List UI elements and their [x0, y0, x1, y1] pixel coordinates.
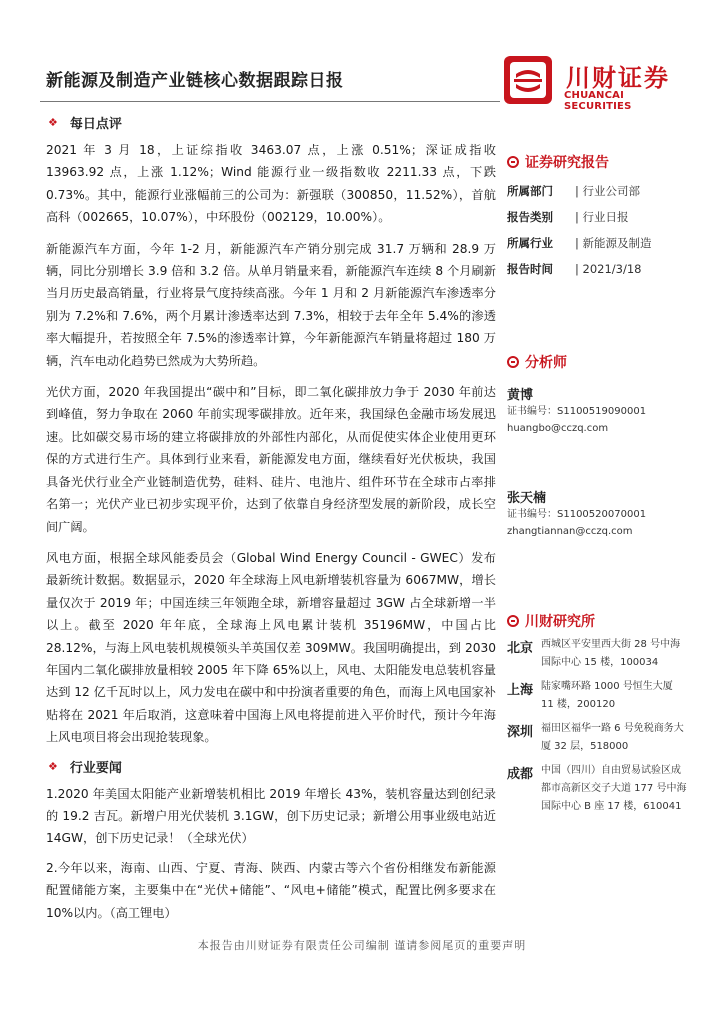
analyst-cert: 证书编号：S1100520070001 [507, 509, 647, 520]
diamond-bullet-icon: ❖ [48, 760, 58, 774]
report-icon [507, 156, 519, 168]
analyst-email[interactable]: huangbo@cczq.com [507, 423, 609, 434]
office-chengdu: 成都 中国（四川）自由贸易试验区成都市高新区交子大道 177 号中海国际中心 B 座 17 楼，610041 [507, 765, 687, 812]
paragraph-pv: 光伏方面，2020 年我国提出“碳中和”目标，即二氧化碳排放力争于 2030 年前达到峰值，努力争取在 2060 年前实现零碳排放。近年来，我国绿色金融市场发展迅速。比如碳交易市场的建立将碳排放的外部性内部化，从而促使实体企业使用更环保的方式进行生产。具体到行业来看，新能源发电方面，继续看好光伏板块，我国具备光伏行业全产业链制造优势，硅料、硅片、电池片、组件环节在全球市占率排名第一；光伏产业已初步实现平价，达到了依靠自身经济型发展的新阶段，成长空间广阔。 [46, 385, 496, 534]
analyst-icon [507, 356, 519, 368]
logo-chinese-name: 川财证券 [566, 64, 670, 92]
paragraph-market: 2021 年 3 月 18，上证综指收 3463.07 点，上涨 0.51%；深证成指收 13963.92 点，上涨 1.12%；Wind 能源行业一级指数收 2211.33 点，下跌 0.73%。其中，能源行业涨幅前三的公司为：新强联（300850，11.52%），首航高科（002665，10.07%），中环股份（002129，10.00%）。 [46, 143, 496, 225]
info-row-industry: 所属行业 | 新能源及制造 [507, 236, 652, 250]
chuancai-logo-icon [502, 54, 554, 106]
institute-icon [507, 615, 519, 627]
analyst-email[interactable]: zhangtiannan@cczq.com [507, 526, 633, 537]
news-item-1: 1.2020 年美国太阳能产业新增装机相比 2019 年增长 43%，装机容量达到创纪录的 19.2 吉瓦。新增户用光伏装机 3.1GW，创下历史记录；新增公用事业级电站近 14GW，创下历史记录！（全球光伏） [46, 786, 496, 846]
office-shanghai: 上海 陆家嘴环路 1000 号恒生大厦 11 楼，200120 [507, 681, 673, 710]
institute-heading: 川财研究所 [507, 610, 687, 632]
paragraph-wind: 风电方面，根据全球风能委员会（Global Wind Energy Council - GWEC）发布最新统计数据。数据显示，2020 年全球海上风电新增装机容量为 6067MW，增长量仅次于 2019 年；中国连续三年领跑全球，新增容量超过 3GW 占全球新增一半以上。截至 2020 年年底，全球海上风电累计装机 35196MW，中国占比 28.12%，与海上风电装机规模领头羊英国仅差 309MW。我国明确提出，到 2030 年国内二氧化碳排放量相较 2005 年下降 65%以上，风电、太阳能发电总装机容量达到 12 亿千瓦时以上，风力发电在碳中和中扮演者重要的角色，而海上风电国家补贴将在 2021 年后取消，这意味着中国海上风电将提前进入平价时代，预计今年海上风电项目将会出现抢装现象。 [46, 550, 496, 745]
analyst-card [507, 384, 687, 437]
diamond-bullet-icon: ❖ [48, 115, 58, 129]
header-divider [40, 101, 500, 102]
analyst-card [507, 487, 687, 540]
analysts-heading: 分析师 [507, 351, 687, 373]
report-info-heading: 证券研究报告 [507, 151, 687, 173]
news-item-2: 2.今年以来，海南、山西、宁夏、青海、陕西、内蒙古等六个省份相继发布新能源配置储能方案，主要集中在“光伏+储能”、“风电+储能”模式，配置比例多要求在 10%以内。（高工锂电） [46, 860, 496, 920]
report-info-panel [507, 151, 687, 282]
paragraph-ev: 新能源汽车方面，今年 1-2 月，新能源汽车产销分别完成 31.7 万辆和 28.9 万辆，同比分别增长 3.9 倍和 3.2 倍。从单月销量来看，新能源汽车连续 8 个月刷新当月历史最高销量，行业将景气度持续高涨。今年 1 月和 2 月新能源汽车渗透率分别为 7.2%和 7.6%，两个月累计渗透率达到 7.3%，相较于去年全年 5.4%的渗透率大幅提升，若按照全年 7.5%的渗透率计算，今年新能源汽车销量将超过 180 万辆，汽车电动化趋势已然成为大势所趋。 [46, 241, 496, 368]
company-logo [502, 50, 682, 110]
analyst-name: 黄博 [507, 388, 534, 403]
main-content [46, 112, 496, 924]
institute-panel [507, 610, 687, 822]
section-heading-industry [46, 757, 496, 777]
report-title: 新能源及制造产业链核心数据跟踪日报 [46, 71, 344, 91]
section-title: 每日点评 [69, 116, 122, 132]
office-shenzhen: 深圳 福田区福华一路 6 号免税商务大厦 32 层，518000 [507, 723, 684, 752]
info-row-department: 所属部门 | 行业公司部 [507, 184, 641, 198]
info-row-date: 报告时间 | 2021/3/18 [507, 262, 642, 276]
section-heading-daily [46, 112, 496, 132]
page-footer: 本报告由川财证券有限责任公司编制 谨请参阅尾页的重要声明 [197, 939, 527, 952]
analyst-cert: 证书编号：S1100519090001 [507, 406, 647, 417]
analysts-panel [507, 351, 687, 540]
office-beijing: 北京 西城区平安里西大街 28 号中海国际中心 15 楼，100034 [507, 639, 681, 668]
analyst-name: 张天楠 [507, 491, 547, 506]
info-row-category: 报告类别 | 行业日报 [507, 210, 629, 224]
section-title: 行业要闻 [69, 761, 122, 777]
logo-english-name: CHUANCAI SECURITIES [564, 90, 632, 112]
